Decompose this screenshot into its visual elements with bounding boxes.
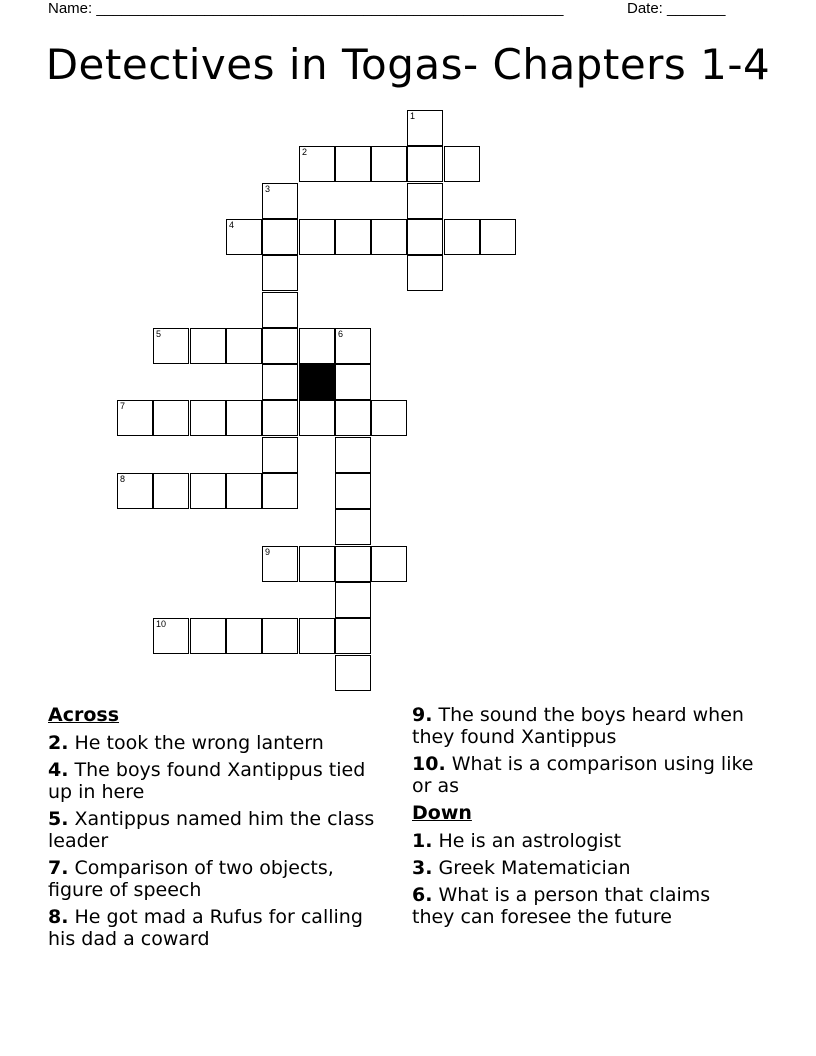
grid-cell[interactable] (335, 582, 371, 618)
cell-number: 6 (338, 329, 344, 339)
grid-cell[interactable] (335, 618, 371, 654)
grid-cell[interactable] (444, 146, 480, 182)
clue-across-4 (48, 759, 383, 803)
grid-cell[interactable] (262, 473, 298, 509)
grid-cell[interactable] (262, 183, 298, 219)
grid-cell[interactable] (335, 437, 371, 473)
cell-number: 5 (156, 329, 162, 339)
grid-cell[interactable] (335, 328, 371, 364)
grid-cell[interactable] (335, 364, 371, 400)
name-field-label: Name: ________________________________________________________ (48, 0, 564, 17)
grid-cell[interactable] (117, 473, 153, 509)
clue-text: He is an astrologist (438, 830, 622, 852)
clue-text: Comparison of two objects, figure of speech (48, 857, 334, 901)
grid-cell[interactable] (226, 400, 262, 436)
grid-cell[interactable] (117, 400, 153, 436)
down-heading: Down (412, 802, 472, 824)
grid-cell[interactable] (407, 146, 443, 182)
grid-cell[interactable] (299, 400, 335, 436)
cell-number: 8 (120, 474, 126, 484)
grid-cell[interactable] (262, 219, 298, 255)
clue-across-8 (48, 906, 383, 950)
across-heading: Across (48, 704, 120, 726)
grid-cell[interactable] (407, 255, 443, 291)
grid-cell[interactable] (262, 255, 298, 291)
clue-number: 8. (48, 906, 69, 928)
cell-number: 10 (156, 619, 167, 629)
clue-number: 9. (412, 704, 433, 726)
grid-cell[interactable] (371, 219, 407, 255)
clue-number: 2. (48, 732, 69, 754)
grid-cell[interactable] (262, 364, 298, 400)
grid-cell[interactable] (262, 292, 298, 328)
grid-cell[interactable] (153, 618, 189, 654)
clue-number: 4. (48, 759, 69, 781)
grid-black-cell (299, 364, 335, 400)
clue-across-5 (48, 808, 383, 852)
grid-cell[interactable] (226, 219, 262, 255)
clue-number: 3. (412, 857, 433, 879)
grid-cell[interactable] (262, 546, 298, 582)
grid-cell[interactable] (299, 328, 335, 364)
clue-text: He took the wrong lantern (74, 732, 324, 754)
grid-cell[interactable] (262, 618, 298, 654)
grid-cell[interactable] (190, 618, 226, 654)
grid-cell[interactable] (335, 473, 371, 509)
clue-text: The sound the boys heard when they found Xantippus (412, 704, 744, 748)
grid-cell[interactable] (190, 328, 226, 364)
grid-cell[interactable] (190, 400, 226, 436)
clue-across-10 (412, 753, 757, 797)
grid-cell[interactable] (407, 110, 443, 146)
grid-cell[interactable] (299, 618, 335, 654)
page-title: Detectives in Togas- Chapters 1-4 (45, 40, 771, 89)
grid-cell[interactable] (299, 146, 335, 182)
grid-cell[interactable] (444, 219, 480, 255)
grid-cell[interactable] (335, 146, 371, 182)
clue-number: 1. (412, 830, 433, 852)
clue-text: What is a comparison using like or as (412, 753, 754, 797)
clue-number: 5. (48, 808, 69, 830)
clue-text: The boys found Xantippus tied up in here (48, 759, 366, 803)
clue-down-1 (412, 830, 757, 852)
grid-cell[interactable] (335, 655, 371, 691)
grid-cell[interactable] (262, 328, 298, 364)
grid-cell[interactable] (262, 437, 298, 473)
grid-cell[interactable] (190, 473, 226, 509)
grid-cell[interactable] (335, 219, 371, 255)
grid-cell[interactable] (226, 473, 262, 509)
clue-text: Greek Matematician (438, 857, 631, 879)
grid-cell[interactable] (299, 546, 335, 582)
cell-number: 3 (265, 184, 271, 194)
grid-cell[interactable] (153, 400, 189, 436)
clue-text: He got mad a Rufus for calling his dad a coward (48, 906, 363, 950)
grid-cell[interactable] (153, 328, 189, 364)
grid-cell[interactable] (226, 328, 262, 364)
grid-cell[interactable] (371, 546, 407, 582)
grid-cell[interactable] (371, 146, 407, 182)
cell-number: 1 (410, 111, 416, 121)
grid-cell[interactable] (335, 546, 371, 582)
grid-cell[interactable] (407, 219, 443, 255)
grid-cell[interactable] (335, 400, 371, 436)
clue-text: What is a person that claims they can foresee the future (412, 884, 711, 928)
cell-number: 9 (265, 547, 271, 557)
clue-down-6 (412, 884, 757, 928)
grid-cell[interactable] (153, 473, 189, 509)
clue-down-3 (412, 857, 757, 879)
grid-cell[interactable] (480, 219, 516, 255)
grid-cell[interactable] (262, 400, 298, 436)
grid-cell[interactable] (335, 509, 371, 545)
cell-number: 4 (229, 220, 235, 230)
clue-number: 7. (48, 857, 69, 879)
clue-number: 10. (412, 753, 446, 775)
clues-left-column (48, 704, 383, 955)
grid-cell[interactable] (371, 400, 407, 436)
clue-number: 6. (412, 884, 433, 906)
grid-cell[interactable] (299, 219, 335, 255)
date-field-label: Date: _______ (627, 0, 726, 17)
clue-across-7 (48, 857, 383, 901)
clue-text: Xantippus named him the class leader (48, 808, 375, 852)
clues-right-column (412, 704, 757, 933)
clue-across-9 (412, 704, 757, 748)
grid-cell[interactable] (407, 183, 443, 219)
clue-across-2 (48, 732, 383, 754)
cell-number: 7 (120, 401, 126, 411)
grid-cell[interactable] (226, 618, 262, 654)
cell-number: 2 (302, 147, 308, 157)
